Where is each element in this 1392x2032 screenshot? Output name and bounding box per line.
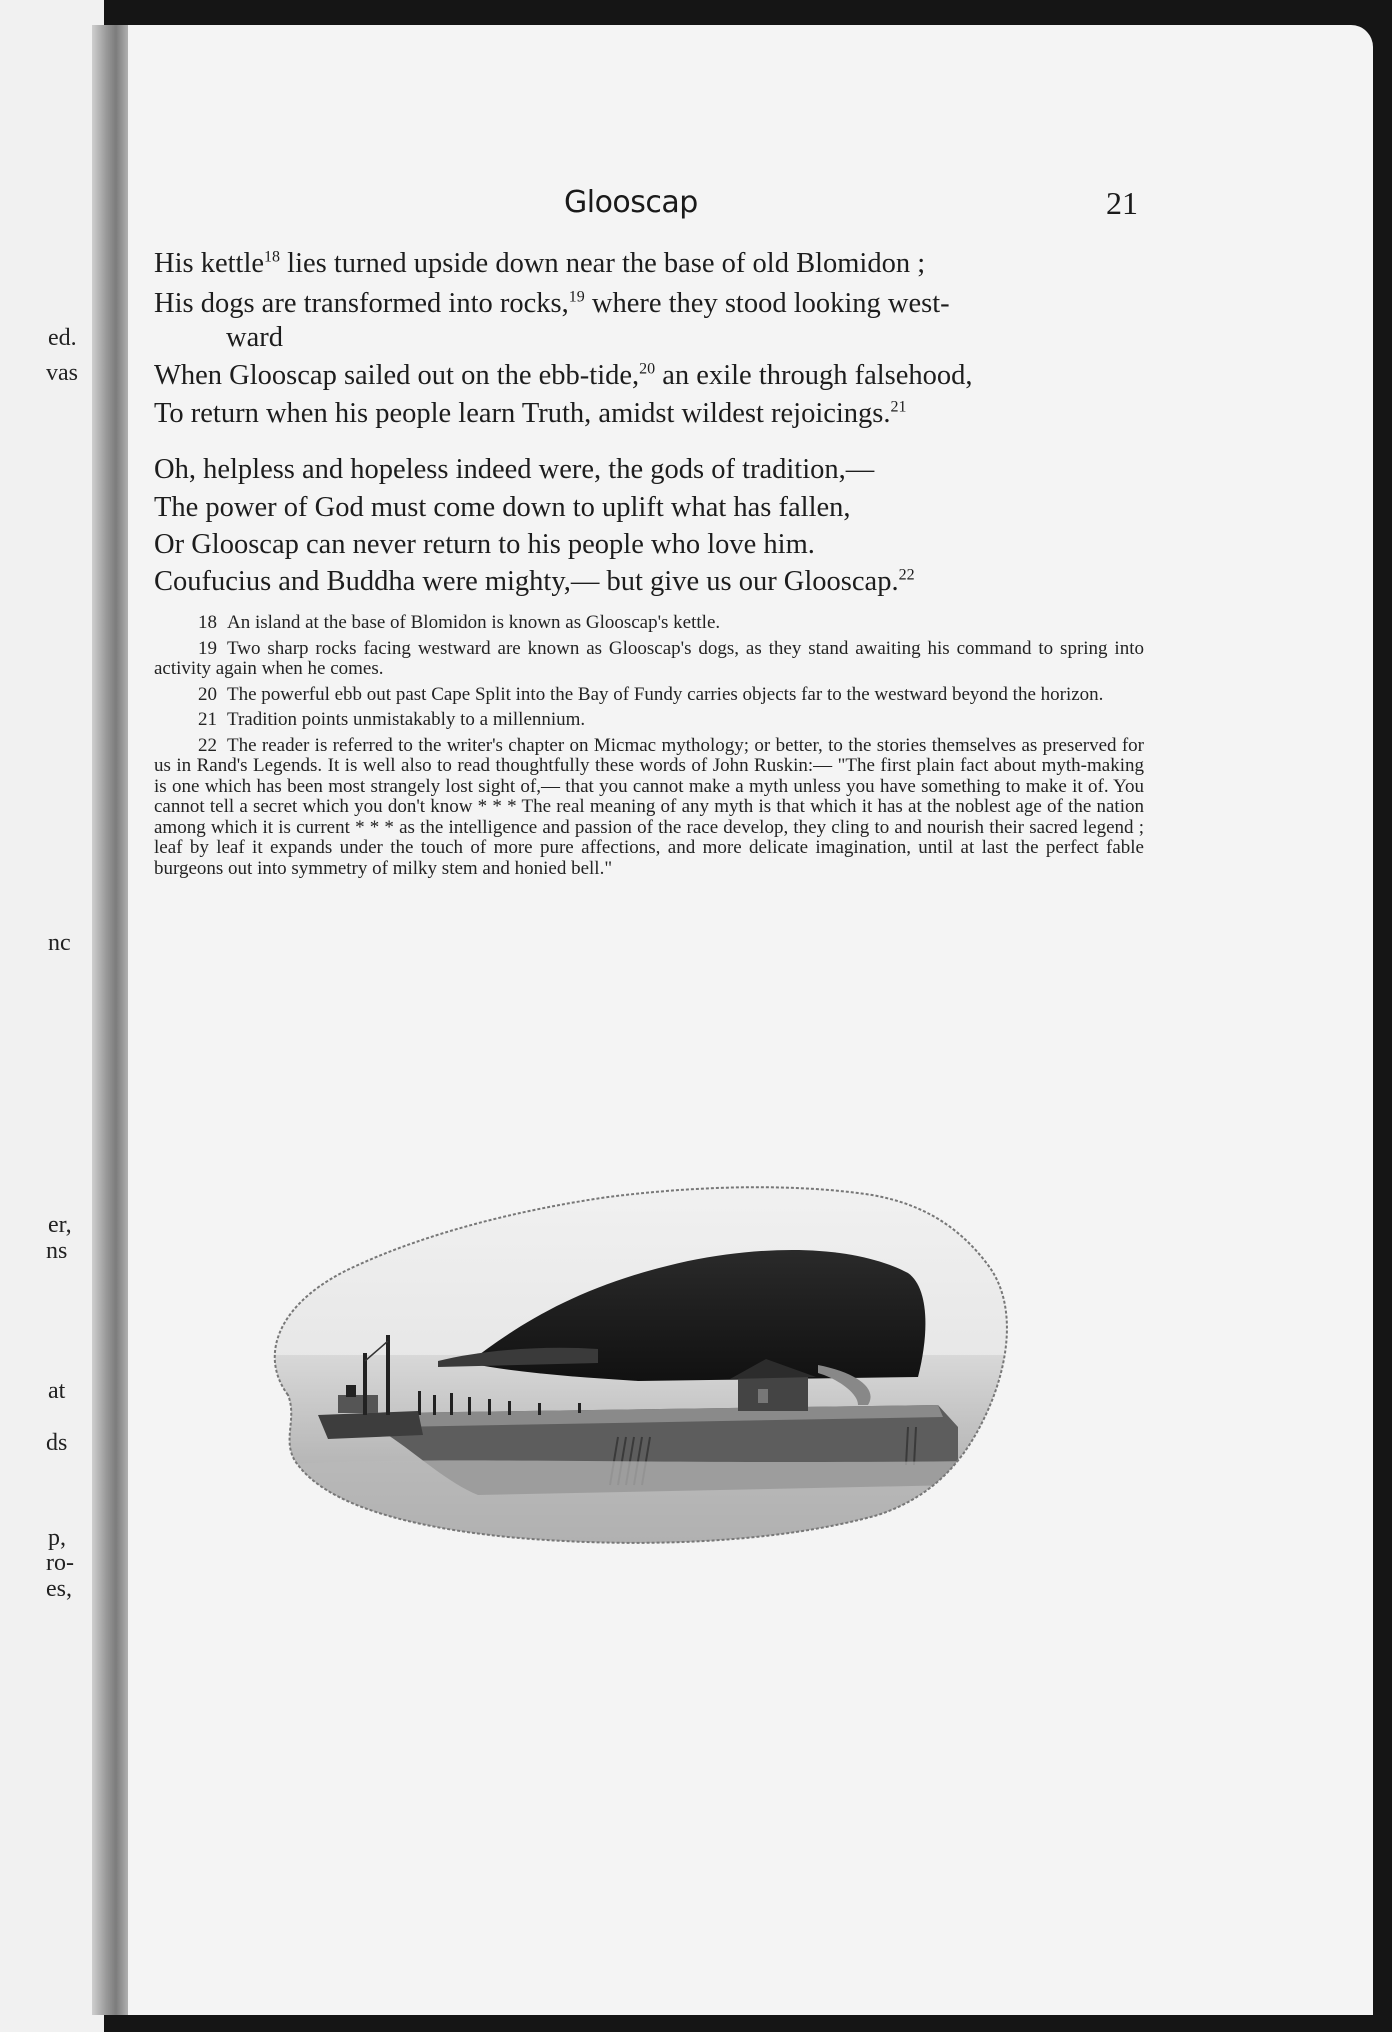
verse-line: His dogs are transformed into rocks,$^{19}$ where they stood looking west- ward [154,288,950,353]
footnote-reference: 21 [890,398,907,416]
footnote: 21 Tradition points unmistakably to a millennium. [198,709,586,730]
left-page-fragment: es, [46,1576,72,1602]
footnote-reference: 19 [568,288,585,306]
verse-line: Oh, helpless and hopeless indeed were, the gods of tradition,— [154,454,875,485]
verse-line: When Glooscap sailed out on the ebb-tide,$^{20}$ an exile through falsehood, [154,360,973,391]
left-page-fragment: er, [48,1212,72,1238]
verse-line: The power of God must come down to uplift what has fallen, [154,492,851,523]
running-title: Glooscap [564,185,698,220]
footnote: 18 An island at the base of Blomidon is known as Glooscap's kettle. [198,612,721,633]
footnote: 19 Two sharp rocks facing westward are known as Glooscap's dogs, as they stand awaiting his command to spring into activity again when he comes. [154,637,1144,679]
verse-line: To return when his people learn Truth, amidst wildest rejoicings.$^{21}$ [154,398,907,429]
verse-continuation: ward [226,322,283,353]
left-page-edge [0,0,104,2032]
footnote: 22 The reader is referred to the writer's chapter on Micmac mythology; or better, to the stories themselves as preserved for us in Rand's Legends. It is well also to read thoughtfully these words of John Ruskin:— "The first plain fact about myth-making is one which has been most strangely lost sight of,— that you cannot make a myth unless you have something to make it of. You cannot tell a secret which you don't know * * * The real meaning of any myth is that which it has at the noblest age of the nation among which it is current * * * as the intelligence and passion of the race develop, they cling to and nourish their sacred legend ; leaf by leaf it expands under the touch of more pure affections, and more delicate imagination, until at last the perfect fable burgeons out into symmetry of milky stem and honied bell." [154,734,1144,879]
left-page-fragment: p, [48,1525,66,1551]
verse-line: Or Glooscap can never return to his people who love him. [154,529,815,560]
book-gutter [92,25,132,2015]
footnote: 20 The powerful ebb out past Cape Split into the Bay of Fundy carries objects far to the westward beyond the horizon. [198,683,1104,705]
left-page-fragment: ds [46,1430,68,1456]
left-page-fragment: vas [46,360,78,386]
footnote-reference: 18 [264,248,281,266]
left-page-fragment: ed. [48,325,77,351]
left-page-fragment: ns [46,1238,68,1264]
verse-line: Coufucius and Buddha were mighty,— but give us our Glooscap.$^{22}$ [154,566,915,597]
left-page-fragment: ro- [46,1550,74,1576]
footnote-reference: 20 [639,360,656,378]
left-page-fragment: nc [48,930,71,956]
harbour-photo-icon [218,1165,1038,1555]
book-page [128,25,1373,2015]
footnote-reference: 22 [898,566,915,584]
left-page-fragment: at [48,1378,66,1404]
footnotes [154,613,1144,884]
verse-line: His kettle$^{18}$ lies turned upside down near the base of old Blomidon ; [154,248,926,279]
page-number: 21 [1106,185,1138,221]
